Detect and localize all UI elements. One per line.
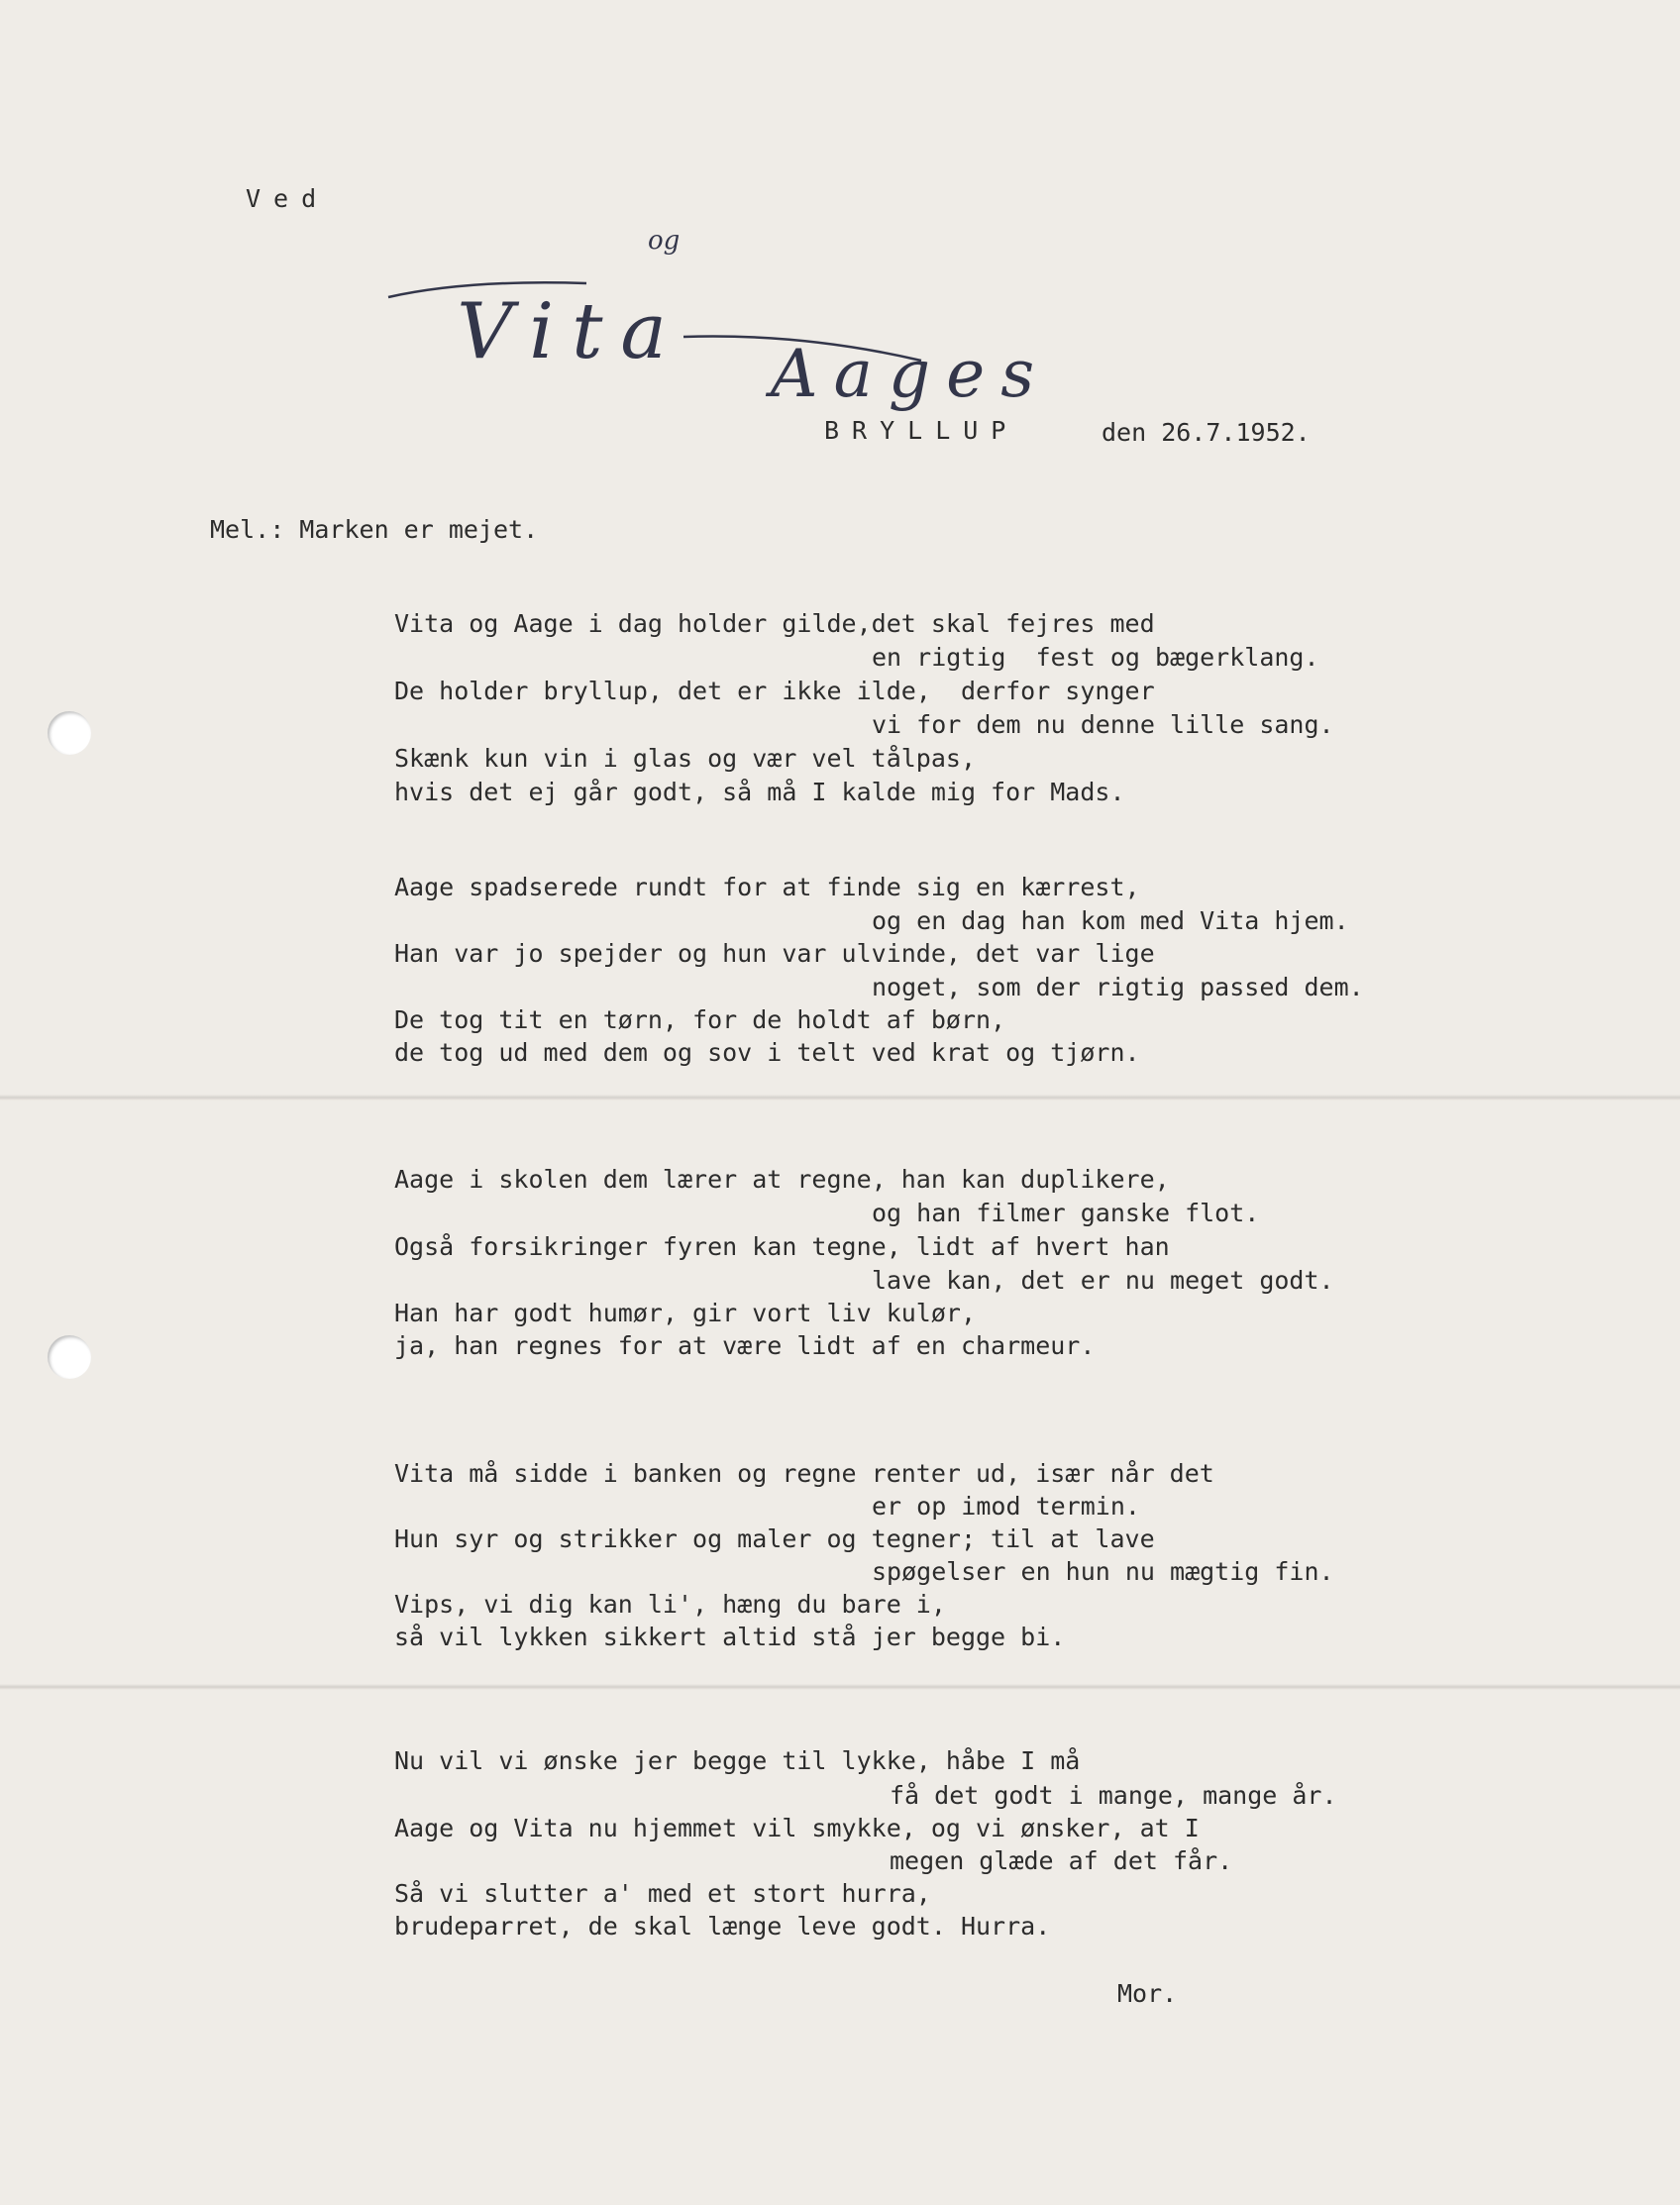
stanza-line: de tog ud med dem og sov i telt ved krat og tjørn. [394,1038,1140,1067]
stanza-line: Han har godt humør, gir vort liv kulør, [394,1299,976,1327]
header-title: BRYLLUP [824,416,1019,445]
stanza-line: spøgelser en hun nu mægtig fin. [872,1557,1334,1586]
stanza-line: Aage i skolen dem lærer at regne, han kan duplikere, [394,1165,1170,1194]
signature: Mor. [1117,1979,1178,2008]
stanza-line: Vita må sidde i banken og regne renter ud, især når det [394,1459,1214,1488]
stanza-line: så vil lykken sikkert altid stå jer begge bi. [394,1623,1066,1651]
stanza-line: er op imod termin. [872,1492,1140,1521]
handwritten-name-aages-text: Aages [770,336,1051,412]
handwritten-name-aages [687,260,1050,565]
paper-fold-top [0,1095,1680,1101]
stanza-line: og han filmer ganske flot. [872,1199,1260,1227]
underline-vita [388,279,606,319]
stanza-line: få det godt i mange, mange år. [890,1781,1337,1810]
underline-aages [683,333,961,372]
stanza-line: hvis det ej går godt, så må I kalde mig for Mads. [394,778,1125,806]
stanza-line: Så vi slutter a' med et stort hurra, [394,1879,931,1908]
stanza-line: noget, som der rigtig passed dem. [872,973,1364,1001]
stanza-line: og en dag han kom med Vita hjem. [872,906,1349,935]
stanza-line: Han var jo spejder og hun var ulvinde, det var lige [394,939,1155,968]
paper-fold-bottom [0,1684,1680,1690]
stanza-line: Skænk kun vin i glas og vær vel tålpas, [394,744,976,773]
stanza-line: brudeparret, de skal længe leve godt. Hurra. [394,1912,1051,1941]
melody-line: Mel.: Marken er mejet. [210,515,539,544]
punch-hole-top [48,711,91,755]
stanza-line: en rigtig fest og bægerklang. [872,643,1319,672]
handwritten-name-vita [359,198,684,555]
stanza-line: De tog tit en tørn, for de holdt af børn, [394,1005,1006,1034]
stanza-line: Nu vil vi ønske jer begge til lykke, håbe I må [394,1746,1081,1775]
stanza-line: vi for dem nu denne lille sang. [872,710,1334,739]
stanza-line: lave kan, det er nu meget godt. [872,1266,1334,1295]
stanza-line: ja, han regnes for at være lidt af en charmeur. [394,1331,1096,1360]
stanza-line: Aage og Vita nu hjemmet vil smykke, og vi ønsker, at I [394,1814,1200,1842]
stanza-line: Vips, vi dig kan li', hæng du bare i, [394,1590,946,1619]
stanza-line: megen glæde af det får. [890,1846,1233,1875]
stanza-line: Også forsikringer fyren kan tegne, lidt af hvert han [394,1232,1170,1261]
stanza-line: Aage spadserede rundt for at finde sig en kærrest, [394,873,1140,901]
header-prefix: Ved [246,184,330,213]
stanza-line: Hun syr og strikker og maler og tegner; til at lave [394,1524,1155,1553]
stanza-line: Vita og Aage i dag holder gilde,det skal fejres med [394,609,1155,638]
handwritten-name-vita-text: Vita [457,287,684,376]
handwritten-og: og [648,226,681,256]
punch-hole-bottom [48,1335,91,1379]
stanza-line: De holder bryllup, det er ikke ilde, derfor synger [394,677,1155,705]
header-date: den 26.7.1952. [1102,418,1311,447]
